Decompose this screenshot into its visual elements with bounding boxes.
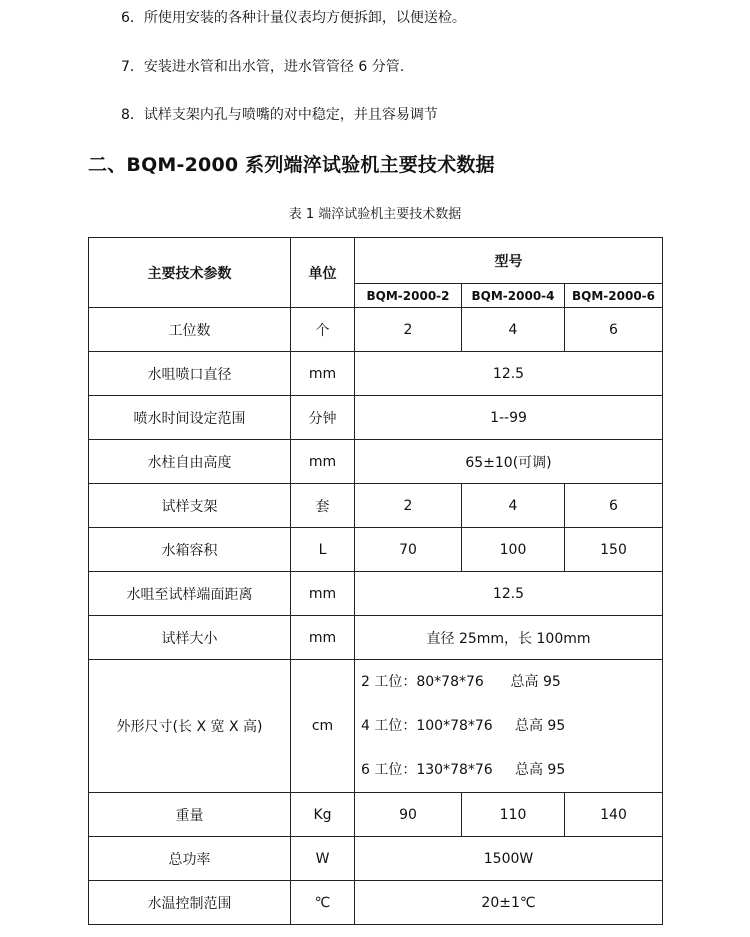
row-param: 试样大小 xyxy=(89,616,291,660)
row-value: 4 xyxy=(462,308,565,352)
spec-table xyxy=(88,237,663,925)
section-heading: 二、BQM-2000 系列端淬试验机主要技术数据 xyxy=(88,154,495,176)
header-model-2: BQM-2000-4 xyxy=(462,284,565,308)
row-unit: cm xyxy=(291,660,355,793)
dimension-line: 6 工位：130*78*76 总高 95 xyxy=(361,762,566,778)
table-row xyxy=(89,881,663,925)
header-model-3: BQM-2000-6 xyxy=(565,284,663,308)
row-param: 水温控制范围 xyxy=(89,881,291,925)
table-row xyxy=(89,837,663,881)
row-unit: ℃ xyxy=(291,881,355,925)
row-param: 水咀喷口直径 xyxy=(89,352,291,396)
row-unit: 个 xyxy=(291,308,355,352)
row-param: 总功率 xyxy=(89,837,291,881)
table-row xyxy=(89,528,663,572)
row-value: 6 xyxy=(565,308,663,352)
row-param: 重量 xyxy=(89,793,291,837)
table-row xyxy=(89,440,663,484)
table-row xyxy=(89,616,663,660)
row-dimensions xyxy=(355,660,663,793)
table-row xyxy=(89,352,663,396)
row-param: 外形尺寸(长 X 宽 X 高) xyxy=(89,660,291,793)
row-param: 试样支架 xyxy=(89,484,291,528)
row-value: 2 xyxy=(355,308,462,352)
row-unit: Kg xyxy=(291,793,355,837)
row-param: 水柱自由高度 xyxy=(89,440,291,484)
row-param: 水咀至试样端面距离 xyxy=(89,572,291,616)
row-value: 100 xyxy=(462,528,565,572)
row-unit: L xyxy=(291,528,355,572)
paragraph-6: 6．所使用安装的各种计量仪表均方便拆卸，以便送检。 xyxy=(121,10,466,26)
row-unit: 套 xyxy=(291,484,355,528)
row-value: 4 xyxy=(462,484,565,528)
header-model-1: BQM-2000-2 xyxy=(355,284,462,308)
paragraph-8: 8．试样支架内孔与喷嘴的对中稳定，并且容易调节 xyxy=(121,107,438,123)
row-param: 喷水时间设定范围 xyxy=(89,396,291,440)
row-merged-value: 12.5 xyxy=(355,572,663,616)
row-merged-value: 直径 25mm，长 100mm xyxy=(355,616,663,660)
header-model: 型号 xyxy=(355,238,663,284)
row-merged-value: 1500W xyxy=(355,837,663,881)
table-header-row xyxy=(89,238,663,284)
table-row xyxy=(89,308,663,352)
table-row xyxy=(89,396,663,440)
row-value: 140 xyxy=(565,793,663,837)
row-value: 2 xyxy=(355,484,462,528)
table-caption: 表 1 端淬试验机主要技术数据 xyxy=(288,207,462,222)
header-param: 主要技术参数 xyxy=(89,238,291,308)
row-unit: mm xyxy=(291,616,355,660)
row-param: 水箱容积 xyxy=(89,528,291,572)
row-value: 6 xyxy=(565,484,663,528)
row-merged-value: 1--99 xyxy=(355,396,663,440)
row-unit: W xyxy=(291,837,355,881)
dimension-line: 4 工位：100*78*76 总高 95 xyxy=(361,718,566,734)
table-row xyxy=(89,660,663,793)
row-value: 110 xyxy=(462,793,565,837)
table-row xyxy=(89,793,663,837)
row-unit: mm xyxy=(291,440,355,484)
row-merged-value: 65±10(可调) xyxy=(355,440,663,484)
table-row xyxy=(89,572,663,616)
row-value: 150 xyxy=(565,528,663,572)
row-value: 70 xyxy=(355,528,462,572)
row-unit: mm xyxy=(291,572,355,616)
row-value: 90 xyxy=(355,793,462,837)
row-merged-value: 20±1℃ xyxy=(355,881,663,925)
row-unit: 分钟 xyxy=(291,396,355,440)
dimension-line: 2 工位：80*78*76 总高 95 xyxy=(361,674,561,690)
header-unit: 单位 xyxy=(291,238,355,308)
row-merged-value: 12.5 xyxy=(355,352,663,396)
row-unit: mm xyxy=(291,352,355,396)
row-param: 工位数 xyxy=(89,308,291,352)
table-row xyxy=(89,484,663,528)
paragraph-7: 7．安装进水管和出水管，进水管管径 6 分管. xyxy=(121,59,405,75)
